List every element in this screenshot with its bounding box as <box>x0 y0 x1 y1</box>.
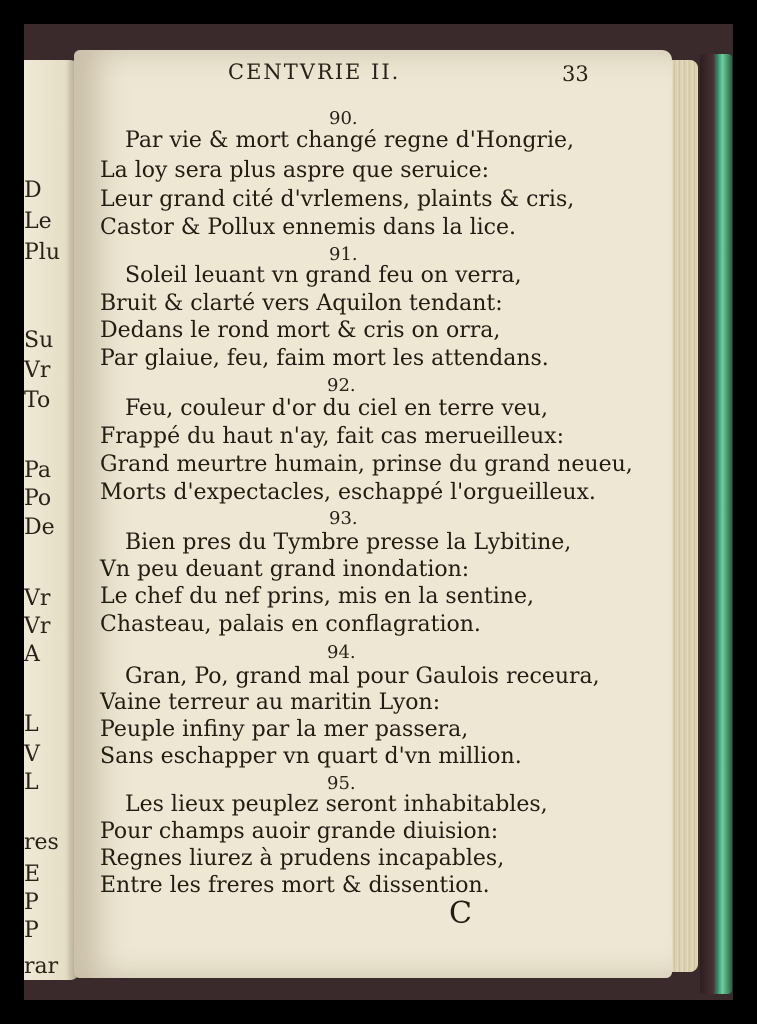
left-page-text: L <box>24 770 39 795</box>
verse-line: Soleil leuant vn grand feu on verra, <box>125 263 522 288</box>
left-page-text: E <box>24 862 41 887</box>
verse-line: Vaine terreur au maritin Lyon: <box>100 690 441 715</box>
left-page-text: rar <box>24 954 59 979</box>
page-number: 33 <box>562 62 589 86</box>
stanza-number: 95. <box>327 773 356 794</box>
left-page-text: A <box>24 642 40 667</box>
left-page-text: L <box>24 712 39 737</box>
verse-line: Sans eschapper vn quart d'vn million. <box>100 744 522 769</box>
book-cover-edge <box>700 54 732 994</box>
verse-line: Bruit & clarté vers Aquilon tendant: <box>100 291 503 316</box>
signature-mark: C <box>449 896 472 931</box>
verse-line: Chasteau, palais en conflagration. <box>100 612 481 637</box>
stanza-number: 92. <box>327 375 356 396</box>
left-page-text: Po <box>24 486 52 511</box>
left-page-text: P <box>24 918 39 943</box>
left-page-text: Pa <box>24 458 51 483</box>
verse-line: Peuple infiny par la mer passera, <box>100 717 469 742</box>
stanza-number: 94. <box>327 642 356 663</box>
stanza-number: 91. <box>329 244 358 265</box>
left-page-text: Le <box>24 209 52 234</box>
verse-line: Les lieux peuplez seront inhabitables, <box>125 792 548 817</box>
verse-line: Pour champs auoir grande diuision: <box>100 819 499 844</box>
verse-line: Vn peu deuant grand inondation: <box>100 557 470 582</box>
left-page-text: V <box>24 742 40 767</box>
verse-line: Dedans le rond mort & cris on orra, <box>100 318 501 343</box>
left-page-text: Vr <box>24 358 51 383</box>
left-page-text: To <box>24 388 51 413</box>
verse-line: Le chef du nef prins, mis en la sentine, <box>100 584 534 609</box>
verse-line: Regnes liurez à prudens incapables, <box>100 846 505 871</box>
verse-line: Par vie & mort changé regne d'Hongrie, <box>125 128 575 153</box>
verse-line: Entre les freres mort & dissention. <box>100 873 490 898</box>
verse-line: Grand meurtre humain, prinse du grand neueu, <box>100 452 633 477</box>
stanza-number: 90. <box>329 108 358 129</box>
verse-line: Morts d'expectacles, eschappé l'orgueilleux. <box>100 480 596 505</box>
left-page-text: Vr <box>24 586 51 611</box>
left-page-text: Vr <box>24 614 51 639</box>
left-page-text: P <box>24 890 39 915</box>
left-page-text: Plu <box>24 240 61 265</box>
verse-line: Frappé du haut n'ay, fait cas merueilleux: <box>100 424 564 449</box>
verse-line: Castor & Pollux ennemis dans la lice. <box>100 215 516 240</box>
verse-line: Gran, Po, grand mal pour Gaulois receura, <box>125 664 600 689</box>
verse-line: Feu, couleur d'or du ciel en terre veu, <box>125 396 548 421</box>
verse-line: Par glaiue, feu, faim mort les attendans. <box>100 346 549 371</box>
verse-line: La loy sera plus aspre que seruice: <box>100 158 489 183</box>
running-header: CENTVRIE II. <box>228 60 401 84</box>
left-page-text: res <box>24 830 59 855</box>
left-page-text: D <box>24 178 42 203</box>
verse-line: Leur grand cité d'vrlemens, plaints & cris, <box>100 187 575 212</box>
left-page-text: Su <box>24 328 54 353</box>
verse-line: Bien pres du Tymbre presse la Lybitine, <box>125 530 572 555</box>
left-page-fragment <box>24 60 80 980</box>
stanza-number: 93. <box>329 508 358 529</box>
left-page-text: De <box>24 515 55 540</box>
